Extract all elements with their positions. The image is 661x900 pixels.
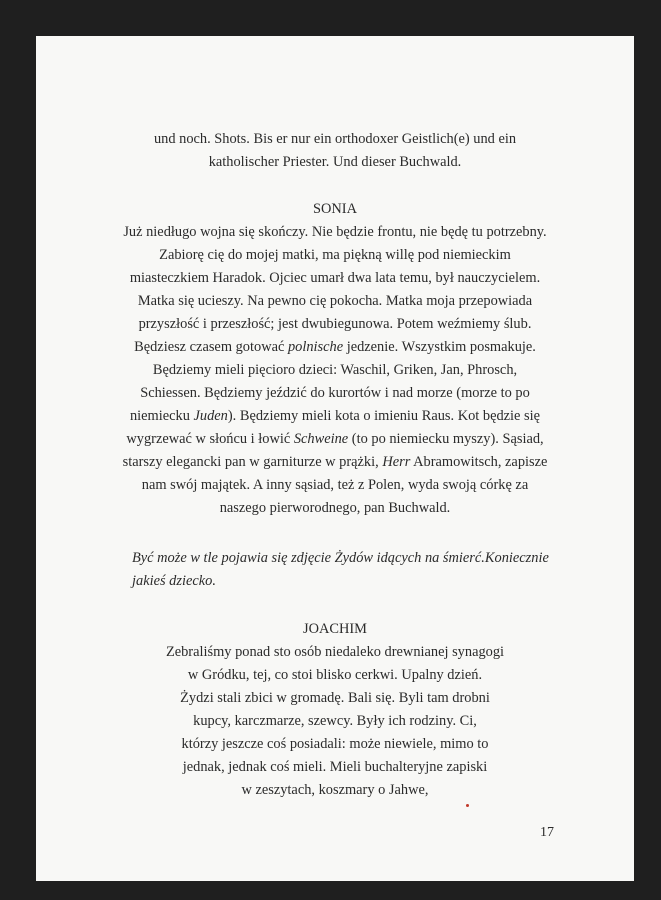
document-page bbox=[36, 36, 634, 881]
speaker-joachim bbox=[36, 618, 634, 641]
text-span: (to po niemiecku myszy). Sąsiad, bbox=[348, 431, 544, 447]
text-line: Będziemy mieli pięcioro dzieci: Waschil, Griken, Jan, Phrosch, bbox=[152, 362, 518, 378]
italic-word: Herr bbox=[382, 454, 411, 470]
text-line: miasteczkiem Haradok. Ojciec umarł dwa lata temu, był nauczycielem. bbox=[129, 270, 541, 286]
text-line: przyszłość i przeszłość; jest dwubiegunowa. Potem weźmiemy ślub. bbox=[138, 316, 532, 332]
text-line: w Gródku, tej, co stoi blisko cerkwi. Upalny dzień. bbox=[187, 667, 483, 683]
speaker-name: SONIA bbox=[313, 201, 357, 217]
text-span: Będziesz czasem gotować bbox=[134, 339, 288, 355]
italic-word: Juden bbox=[193, 408, 228, 424]
text-span: ). Będziemy mieli kota o imieniu Raus. Kot będzie się bbox=[227, 408, 541, 424]
text-line: katholischer Priester. Und dieser Buchwald. bbox=[208, 154, 462, 170]
text-line: und noch. Shots. Bis er nur ein orthodoxer Geistlich(e) und ein bbox=[153, 131, 517, 147]
text-line: Żydzi stali zbici w gromadę. Bali się. Byli tam drobni bbox=[180, 690, 490, 706]
text-span: starszy elegancki pan w garniturze w prążki, bbox=[122, 454, 383, 470]
text-line: Być może w tle pojawia się zdjęcie Żydów idących na śmierć.Koniecznie bbox=[132, 550, 549, 566]
speaker-sonia bbox=[36, 198, 634, 221]
text-span: Abramowitsch, zapisze bbox=[410, 454, 548, 470]
ink-dot bbox=[466, 804, 469, 807]
text-span: niemiecku bbox=[129, 408, 194, 424]
italic-word: polnische bbox=[287, 339, 344, 355]
text-line bbox=[36, 428, 634, 451]
text-line bbox=[36, 451, 634, 474]
text-line: Matka się ucieszy. Na pewno cię pokocha. Matka moja przepowiada bbox=[137, 293, 533, 309]
text-line: jakieś dziecko. bbox=[132, 573, 216, 589]
text-line: którzy jeszcze coś posiadali: może niewiele, mimo to bbox=[181, 736, 489, 752]
text-line: Schiessen. Będziemy jeździć do kurortów i nad morze (morze to po bbox=[140, 385, 530, 401]
text-line bbox=[36, 405, 634, 428]
text-line: Już niedługo wojna się skończy. Nie będzie frontu, nie będę tu potrzebny. bbox=[123, 224, 547, 240]
text-line: naszego pierworodnego, pan Buchwald. bbox=[219, 500, 451, 516]
text-line: nam swój majątek. A inny sąsiad, też z Polen, wyda swoją córkę za bbox=[141, 477, 529, 493]
text-line: w zeszytach, koszmary o Jahwe, bbox=[241, 782, 429, 798]
italic-word: Schweine bbox=[293, 431, 349, 447]
text-line: kupcy, karczmarze, szewcy. Były ich rodziny. Ci, bbox=[193, 713, 477, 729]
text-block-intro bbox=[36, 128, 634, 174]
page-number: 17 bbox=[540, 825, 554, 840]
text-line bbox=[36, 336, 634, 359]
text-line: Zabiorę cię do mojej matki, ma piękną willę pod niemieckim bbox=[159, 247, 511, 263]
sonia-monologue bbox=[36, 221, 634, 520]
text-line: Zebraliśmy ponad sto osób niedaleko drewnianej synagogi bbox=[165, 644, 505, 660]
stage-direction bbox=[132, 547, 572, 593]
text-span: jedzenie. Wszystkim posmakuje. bbox=[343, 339, 536, 355]
text-span: wygrzewać w słońcu i łowić bbox=[126, 431, 294, 447]
speaker-name: JOACHIM bbox=[303, 621, 367, 637]
joachim-monologue bbox=[36, 641, 634, 802]
text-line: jednak, jednak coś mieli. Mieli buchalteryjne zapiski bbox=[182, 759, 488, 775]
